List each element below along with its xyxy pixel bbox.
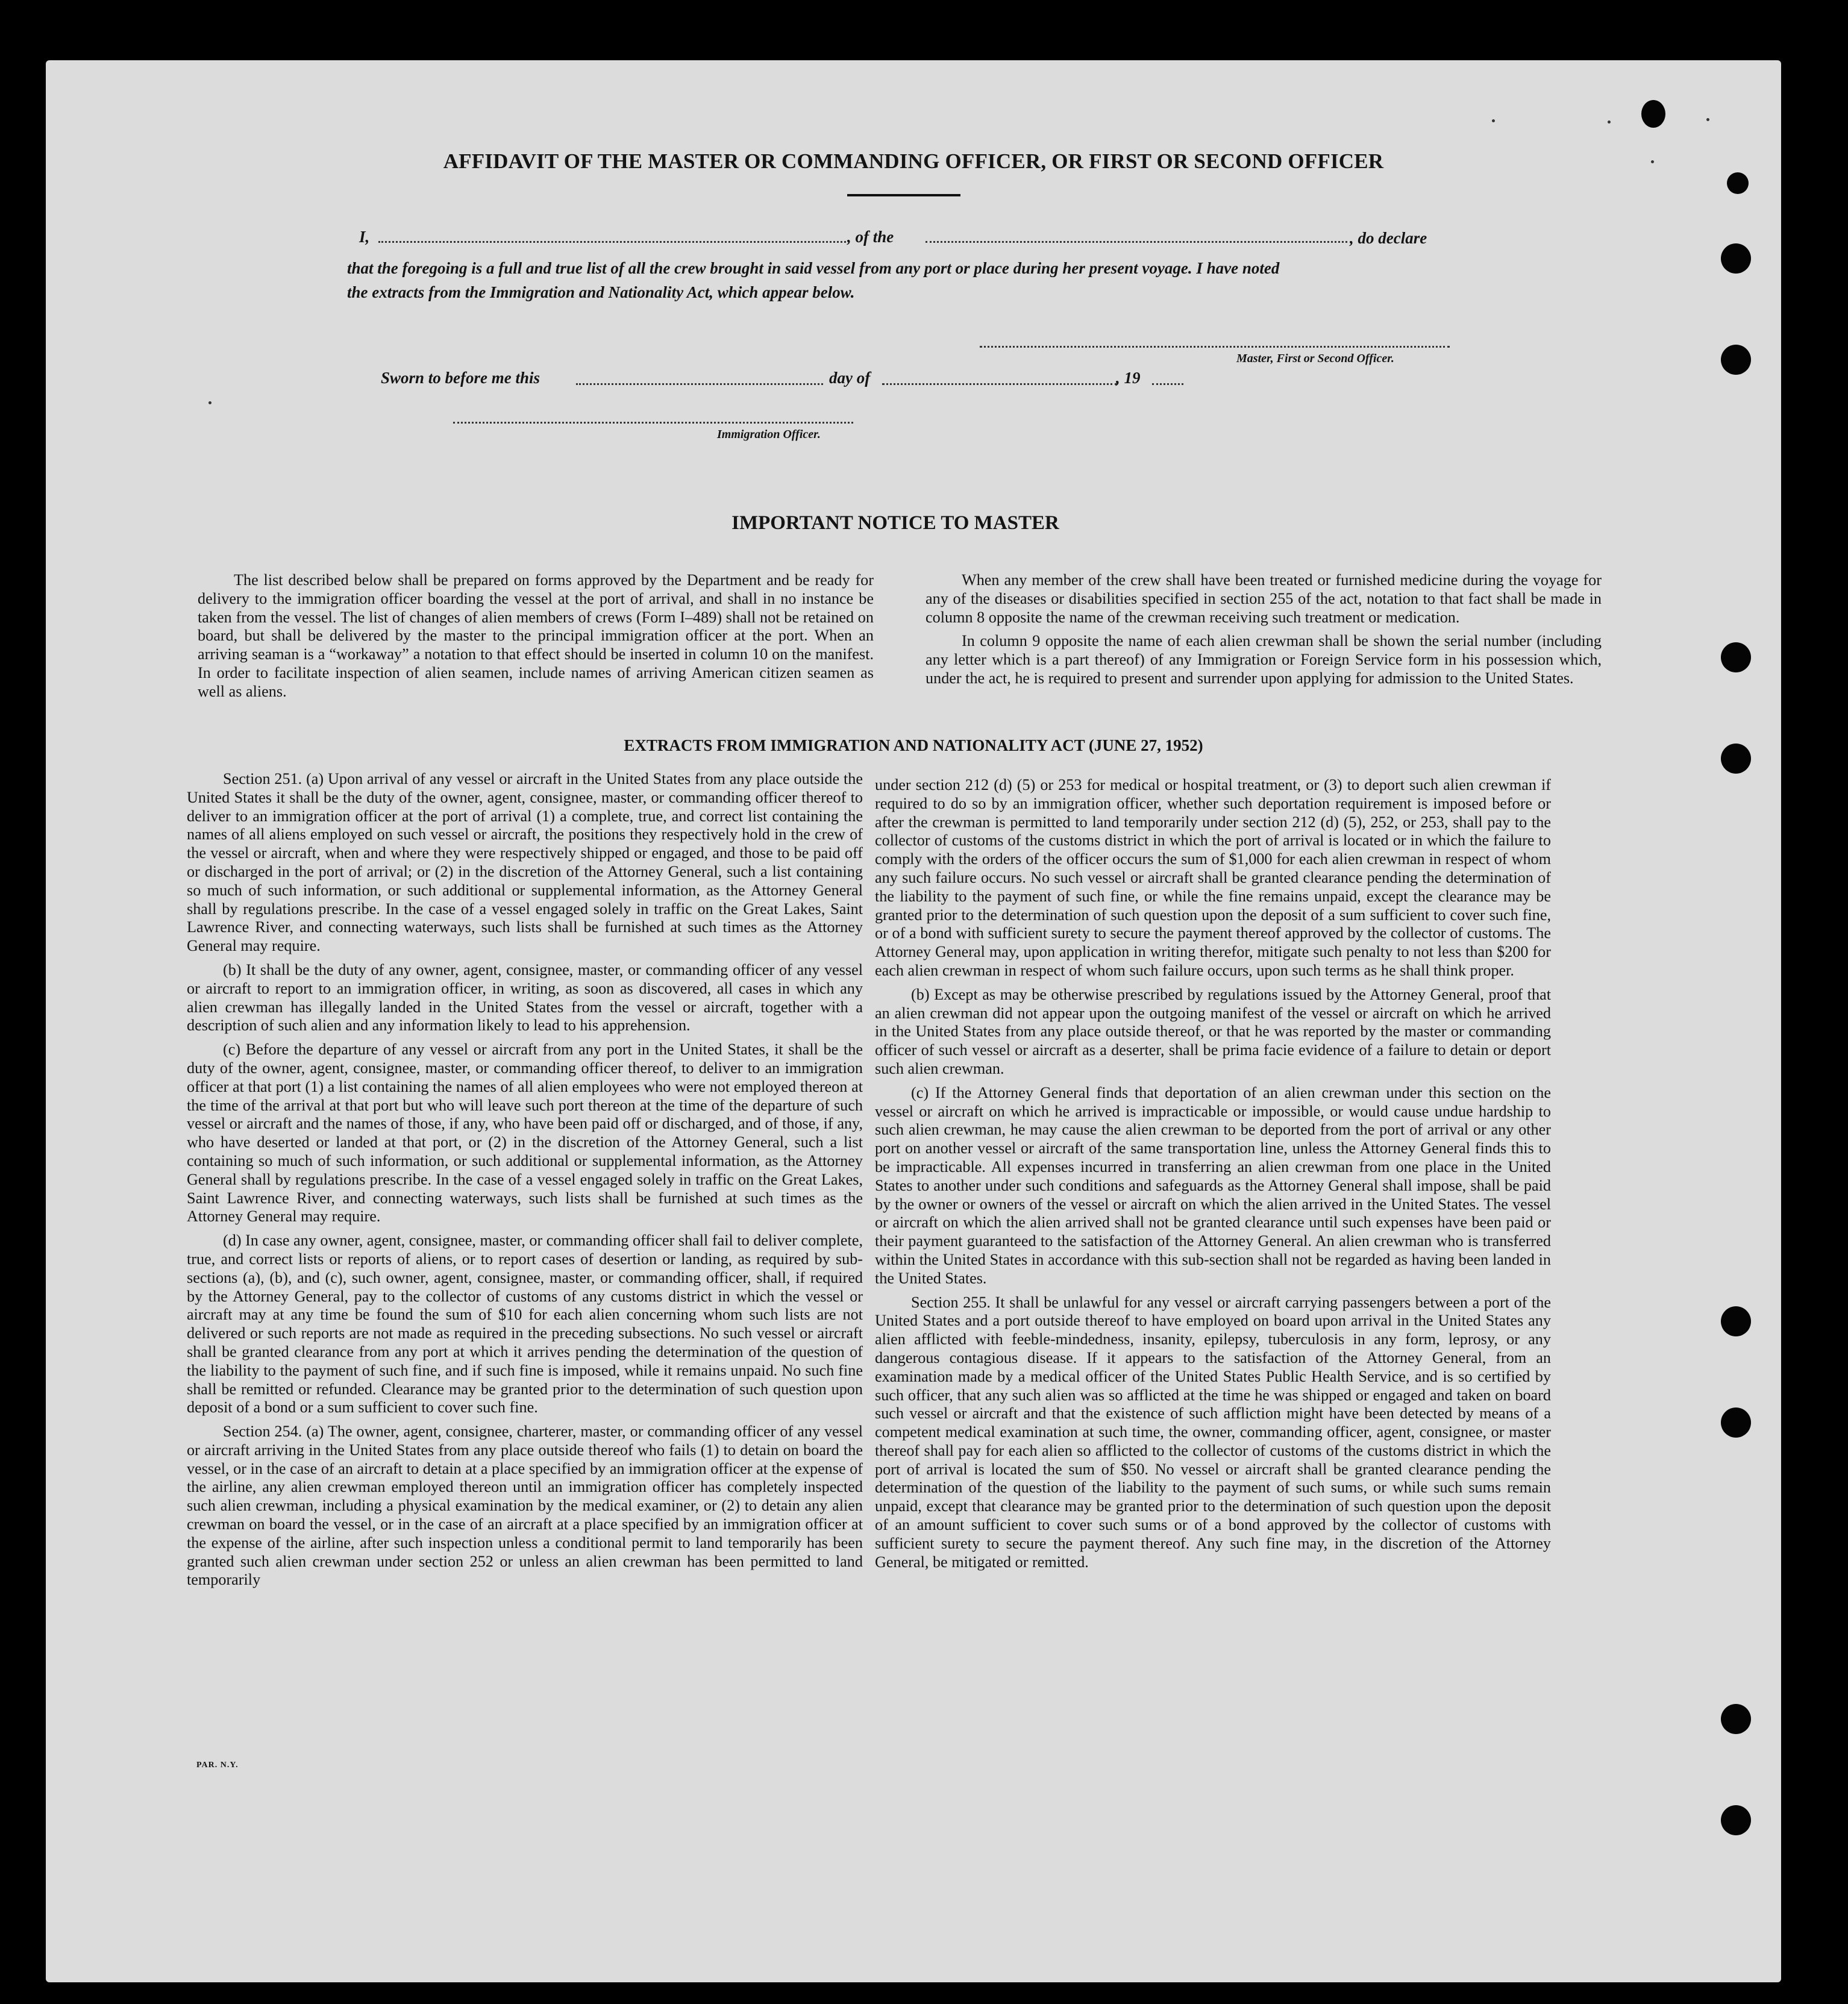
officer-signature-caption: Immigration Officer. <box>717 428 821 441</box>
binder-hole <box>1721 1805 1751 1835</box>
section-paragraph: (b) Except as may be otherwise prescribed by regulations issued by the Attorney General, proof that an alien crewman did not appear upon the outgoing manifest of the vessel or aircraft on which he arrived in the United States from any place outside thereof, or that he was reported by the master or commanding officer of such vessel or aircraft as a deserter, shall be prima facie evidence of a failure to detain or deport such alien crewman. <box>875 985 1551 1077</box>
section-paragraph: Section 254. (a) The owner, agent, consignee, charterer, master, or commanding officer of any vessel or aircraft arriving in the United States from any place outside thereof who fails (1) to detain on board the vessel, or in the case of an aircraft to detain at a place specified by an immigration officer at the expense of the airline, any alien crewman employed thereon until an immigration officer has completely inspected such alien crewman, including a physical examination by the medical examiner, or (2) to detain any alien crewman on board the vessel, or in the case of an aircraft at a place specified by an immigration officer at the expense of the airline, after such inspection unless a conditional permit to land temporarily has been granted such alien crewman under section 252 or unless an alien crewman has been permitted to land temporarily <box>187 1423 863 1589</box>
speck-mark <box>1706 118 1709 121</box>
binder-hole <box>1641 100 1665 128</box>
notice-paragraph: The list described below shall be prepared on forms approved by the Department and be ready for delivery to the immigration officer boarding the vessel at the port of arrival, and shall in no instance be taken from the vessel. The list of changes of alien members of crews (Form I–489) shall not be retained on board, but shall be delivered by the master to the principal immigration officer at the port. When an arriving seaman is a “workaway” a notation to that effect should be inserted in column 10 on the manifest. In order to facilitate inspection of alien seamen, include names of arriving American citizen seamen as well as aliens. <box>198 571 874 700</box>
sworn-month-blank <box>882 383 1117 385</box>
notice-paragraph: In column 9 opposite the name of each alien crewman shall be shown the serial number (including any letter which is a part thereof) of any Immigration or Foreign Service form in his possession which, under the act, he is required to present and surrender upon applying for admission to the United States. <box>926 632 1602 687</box>
notice-title: IMPORTANT NOTICE TO MASTER <box>731 512 1059 534</box>
section-paragraph: Section 255. It shall be unlawful for any vessel or aircraft carrying passengers between a port of the United States and a port outside thereof to have employed on board upon arrival in the United States any alien afflicted with feeble-mindedness, insanity, epilepsy, tuberculosis in any form, leprosy, or any dangerous contagious disease. If it appears to the satisfaction of the Attorney General, from an examination made by a medical officer of the United States Public Health Service, and is so certified by such officer, that any such alien was so afflicted at the time he was shipped or engaged and taken on board such vessel or aircraft and that the existence of such affliction might have been detected by means of a competent medical examination at such time, the owner, commanding officer, agent, consignee, or master thereof shall pay for each alien so afflicted to the collector of customs of the customs district in which the port of arrival is located the sum of $50. No vessel or aircraft shall be granted clearance pending the determination of the question of the liability to the payment of such sums, or while such sums remain unpaid, except that clearance may be granted prior to the determination of such question upon the deposit of an amount sufficient to cover such sums or of a bond approved by the collector of customs with sufficient surety to secure the payment thereof. Any such fine may, in the discretion of the Attorney General, be mitigated or remitted. <box>875 1293 1551 1571</box>
master-signature-caption: Master, First or Second Officer. <box>1236 352 1394 365</box>
of-the-label: , of the <box>847 228 894 246</box>
name-blank <box>378 241 846 243</box>
i-label: I, <box>359 228 370 246</box>
section-paragraph: (c) If the Attorney General finds that deportation of an alien crewman under this section on the vessel or aircraft on which he arrived is impracticable or impossible, or would cause undue hardship to such alien crewman, he may cause the alien crewman to be deported from the port of arrival or any other port on another vessel or aircraft of the same transportation line, unless the Attorney General finds this to be impracticable. All expenses incurred in transferring an alien crewman from one place in the United States to another under such conditions and safeguards as the Attorney General shall impose, shall be paid by the owner or owners of the vessel or aircraft on which the alien arrived in the United States. The vessel or aircraft on which the alien arrived shall not be granted clearance until such expenses have been paid or their payment guaranteed to the satisfaction of the Attorney General. An alien crewman who is transferred within the United States in accordance with this sub-section shall not be regarded as having been landed in the United States. <box>875 1083 1551 1287</box>
sworn-day-blank <box>576 383 823 385</box>
sworn-label: Sworn to before me this <box>381 369 540 387</box>
year-label: , 19 <box>1116 369 1141 387</box>
binder-hole <box>1721 1306 1751 1336</box>
binder-hole <box>1721 1407 1751 1438</box>
section-paragraph: Section 251. (a) Upon arrival of any vessel or aircraft in the United States from any place outside the United States it shall be the duty of the owner, agent, consignee, master, or commanding officer thereof to deliver to an immigration officer at the port of arrival (1) a complete, true, and correct list containing the names of all aliens employed on such vessel or aircraft, the positions they respectively hold in the crew of the vessel or aircraft, when and where they were respectively shipped or engaged, and those to be paid off or discharged in the port of arrival; or (2) in the discretion of the Attorney General, such a list containing so much of such information, or such additional or supplemental information, as the Attorney General shall by regulations prescribe. In the case of a vessel engaged solely in traffic on the Great Lakes, Saint Lawrence River, and connecting waterways, such lists shall be furnished at such times as the Attorney General may require. <box>187 770 863 955</box>
notice-paragraph: When any member of the crew shall have been treated or furnished medicine during the voyage for any of the diseases or disabilities specified in section 255 of the act, notation to that fact shall be made in column 8 opposite the name of the crewman receiving such treatment or medication. <box>926 571 1602 626</box>
master-signature-line <box>980 346 1450 348</box>
officer-signature-line <box>453 422 853 424</box>
section-paragraph: under section 212 (d) (5) or 253 for medical or hospital treatment, or (3) to deport such alien crewman if required to do so by an immigration officer, whether such deportation requirement is imposed before or after the crewman is permitted to land temporarily under section 212 (d) (5), 252, or 253, shall pay to the collector of customs of the customs district in which the port of arrival is located or in which the failure to comply with the orders of the officer occurs the sum of $1,000 for each alien crewman in respect of whom any such failure occurs. No such vessel or aircraft shall be granted clearance pending the determination of the liability to the payment of such fine, or while the fine remains unpaid, except the clearance may be granted prior to the determination of such question upon the deposit of a sum sufficient to cover such fine, or of a bond with sufficient surety to secure the payment thereof approved by the collector of customs. The Attorney General may, upon application in writing therefor, mitigate such penalty to not less than $200 for each alien crewman in respect of whom such failure occurs, upon such terms as he shall think proper. <box>875 776 1551 979</box>
notice-left-column <box>198 571 874 707</box>
extracts-title: EXTRACTS FROM IMMIGRATION AND NATIONALITY ACT (JUNE 27, 1952) <box>624 736 1203 754</box>
speck-mark <box>208 401 211 404</box>
binder-hole <box>1721 642 1751 672</box>
binder-hole <box>1721 345 1751 375</box>
binder-hole <box>1721 243 1751 274</box>
vessel-blank <box>926 241 1347 243</box>
declaration-line-2: the extracts from the Immigration and Nationality Act, which appear below. <box>347 283 855 301</box>
section-paragraph: (d) In case any owner, agent, consignee, master, or commanding officer shall fail to deliver complete, true, and correct lists or reports of aliens, or to report cases of desertion or landing, as required by sub-sections (a), (b), and (c), such owner, agent, consignee, master, or commanding officer, shall, if required by the Attorney General, pay to the collector of customs of any customs district in which the vessel or aircraft may at any time be found the sum of $10 for each alien concerning whom such lists are not delivered or such reports are not made as required in the preceding subsections. No such vessel or aircraft shall be granted clearance from any port at which it arrives pending the determination of the question of the liability to the payment of such fine, and if such fine is imposed, while it remains unpaid. No such fine shall be remitted or refunded. Clearance may be granted prior to the determination of such question upon deposit of a bond or a sum sufficient to cover such fine. <box>187 1232 863 1417</box>
title-rule <box>847 194 960 196</box>
day-of-label: day of <box>829 369 871 387</box>
notice-right-column <box>926 571 1602 694</box>
do-declare-label: , do declare <box>1350 229 1427 247</box>
binder-hole <box>1721 1704 1751 1734</box>
speck-mark <box>1608 121 1611 124</box>
affidavit-title: AFFIDAVIT OF THE MASTER OR COMMANDING OFFICER, OR FIRST OR SECOND OFFICER <box>443 149 1384 173</box>
printer-mark: PAR. N.Y. <box>196 1761 239 1770</box>
extracts-left-column <box>187 770 863 1595</box>
sworn-year-blank <box>1152 383 1183 385</box>
document-sheet <box>46 60 1781 1982</box>
speck-mark <box>1492 119 1495 122</box>
declaration-line-1: that the foregoing is a full and true list of all the crew brought in said vessel from any port or place during her present voyage. I have noted <box>347 259 1280 277</box>
binder-hole <box>1727 172 1749 194</box>
extracts-right-column <box>875 776 1551 1577</box>
section-paragraph: (b) It shall be the duty of any owner, agent, consignee, master, or commanding officer of any vessel or aircraft to report to an immigration officer, in writing, as soon as discovered, all cases in which any alien crewman has illegally landed in the United States from the vessel or aircraft, together with a description of such alien and any information likely to lead to his apprehension. <box>187 960 863 1035</box>
section-paragraph: (c) Before the departure of any vessel or aircraft from any port in the United States, it shall be the duty of the owner, agent, consignee, master, or commanding officer thereof, to deliver to an immigration officer at that port (1) a list containing the names of all alien employees who were not employed thereon at the time of the arrival at that port but who will leave such port thereon at the time of the departure of such vessel or aircraft and the names of those, if any, who have been paid off or discharged, and of those, if any, who have deserted or landed at that port, or (2) in the discretion of the Attorney General, such a list containing so much of such information, or such additional or supplemental information, as the Attorney General shall by regulations prescribe. In the case of a vessel engaged solely in traffic on the Great Lakes, Saint Lawrence River, and connecting waterways, such lists shall be furnished at such times as the Attorney General may require. <box>187 1041 863 1226</box>
